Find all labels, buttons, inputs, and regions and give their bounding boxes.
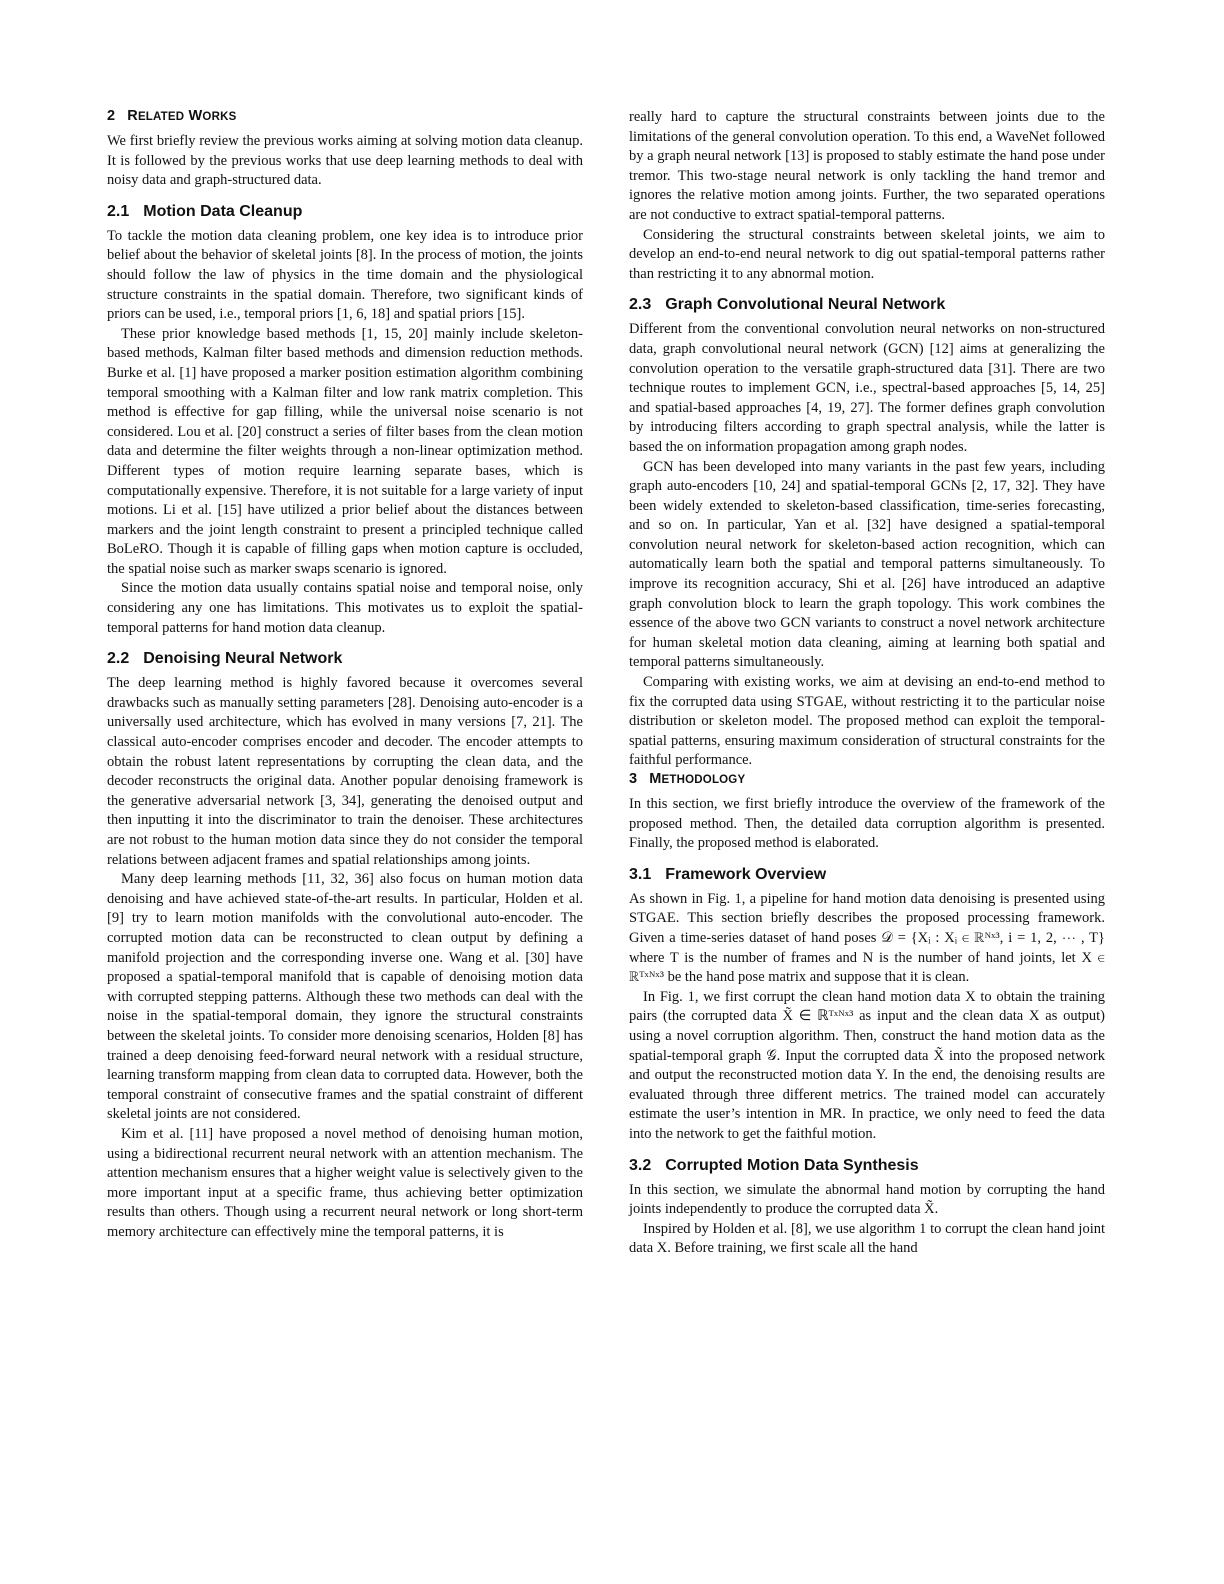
heading-cap: W bbox=[188, 108, 203, 124]
left-column bbox=[107, 108, 583, 1242]
paragraph: Comparing with existing works, we aim at devising an end-to-end method to fix the corrupted data using STGAE, without restricting it to the particular noise distribution or skeleton model. The proposed method can exploit the temporal-spatial patterns, ensuring maximum consideration of structural constraints for the faithful performance. bbox=[629, 674, 1105, 769]
paragraph: Kim et al. [11] have proposed a novel method of denoising human motion, using a bidirectional recurrent neural network with an attention mechanism. The attention mechanism ensures that a higher weight value is selectively given to the more important input at a specific frame, thus achieving better optimization results than others. Though using a recurrent neural network or long short-term memory architecture can effectively mine the temporal patterns, it is bbox=[107, 1125, 583, 1240]
heading-smallcaps: ORKS bbox=[202, 111, 237, 123]
subsection-heading bbox=[629, 296, 1105, 314]
paragraph: In this section, we simulate the abnormal hand motion by corrupting the hand joints independently to produce the corrupted data X̃. bbox=[629, 1181, 1105, 1218]
subsection-number: 3.1 bbox=[629, 865, 652, 883]
subsection-title: Denoising Neural Network bbox=[143, 650, 343, 668]
section-number: 3 bbox=[629, 771, 638, 787]
paragraph: We first briefly review the previous works aiming at solving motion data cleanup. It is followed by the previous works that use deep learning methods to deal with noisy data and graph-structured data. bbox=[107, 133, 583, 189]
paragraph: In this section, we first briefly introduce the overview of the framework of the proposed method. Then, the detailed data corruption algorithm is presented. Finally, the proposed method is elaborated. bbox=[629, 796, 1105, 852]
subsection-heading bbox=[107, 650, 583, 668]
paragraph: really hard to capture the structural constraints between joints due to the limitations of the general convolution operation. To this end, a WaveNet followed by a graph neural network [13] is proposed to stably estimate the hand pose under tremor. This two-stage neural network is only tackling the hand tremor and ignores the relative motion among joints. Further, the two separated operations are not conductive to extract spatial-temporal patterns. bbox=[629, 109, 1105, 223]
paragraph: Inspired by Holden et al. [8], we use algorithm 1 to corrupt the clean hand joint data X. Before training, we first scale all the hand bbox=[629, 1220, 1105, 1257]
heading-cap: M bbox=[649, 771, 662, 787]
paragraph: In Fig. 1, we first corrupt the clean hand motion data X to obtain the training pairs (the corrupted data X̃ ∈ ℝᵀˣᴺˣ³ as input and the clean data X as output) using a novel corruption algorithm. Then, construct the hand motion data as the spatial-temporal graph 𝒢. Input the corrupted data X̃ into the proposed network and output the reconstructed motion data Y. In the end, the denoising results are evaluated through three different metrics. The trained model can accurately estimate the user’s intention in MR. In practice, we only need to feed the data into the network to get the faithful motion. bbox=[629, 988, 1105, 1142]
heading-smallcaps: ELATED bbox=[137, 111, 185, 123]
heading-smallcaps: ETHODOLOGY bbox=[661, 774, 746, 786]
paragraph: As shown in Fig. 1, a pipeline for hand motion data denoising is presented using STGAE. This section briefly describes the proposed processing framework. Given a time-series dataset of hand poses 𝒟 = {Xᵢ : Xᵢ ∈ ℝᴺˣ³, i = 1, 2, ⋯ , T} where T is the number of frames and N is the number of hand joints, let X ∈ ℝᵀˣᴺˣ³ be the hand pose matrix and suppose that it is clean. bbox=[629, 890, 1105, 986]
paragraph: Since the motion data usually contains spatial noise and temporal noise, only considering any one has limitations. This motivates us to exploit the spatial-temporal patterns for hand motion data cleanup. bbox=[107, 580, 583, 636]
heading-cap: R bbox=[127, 108, 138, 124]
subsection-number: 2.2 bbox=[107, 650, 130, 668]
subsection-heading bbox=[629, 1157, 1105, 1175]
right-column bbox=[629, 108, 1105, 1259]
section-number: 2 bbox=[107, 108, 116, 124]
subsection-title: Graph Convolutional Neural Network bbox=[665, 296, 946, 314]
paragraph: Considering the structural constraints between skeletal joints, we aim to develop an end-to-end neural network to dig out spatial-temporal patterns rather than restricting it to any abnormal motion. bbox=[629, 226, 1105, 282]
section-heading-related-works bbox=[107, 108, 583, 124]
subsection-heading bbox=[107, 203, 583, 221]
subsection-number: 2.3 bbox=[629, 296, 652, 314]
subsection-title: Framework Overview bbox=[665, 865, 827, 883]
subsection-number: 2.1 bbox=[107, 202, 130, 220]
section-heading-methodology bbox=[629, 771, 1105, 787]
subsection-title: Motion Data Cleanup bbox=[143, 202, 303, 220]
paragraph: These prior knowledge based methods [1, 15, 20] mainly include skeleton-based methods, Kalman filter based methods and dimension reduction methods. Burke et al. [1] have proposed a marker position estimation algorithm combining temporal smoothing with a Kalman filter and low rank matrix completion. This method is effective for gap filling, while the universal noise scenario is not considered. Lou et al. [20] construct a series of filter bases from the clean motion data and determine the filter weights through a non-linear optimization method. Different types of motion require learning separate bases, which is computationally expensive. Therefore, it is not suitable for a large variety of input motions. Li et al. [15] have utilized a prior belief about the distances between markers and the joint length constraint to present a principled technique called BoLeRO. Though it is capable of filling gaps when motion capture is occluded, the spatial noise such as marker swaps scenario is ignored. bbox=[107, 325, 583, 577]
paragraph: GCN has been developed into many variants in the past few years, including graph auto-encoders [10, 24] and spatial-temporal GCNs [2, 17, 32]. They have been widely extended to skeleton-based classification, time-series forecasting, and so on. In particular, Yan et al. [32] have designed a spatial-temporal convolution neural network for skeleton-based action recognition, which can automatically learn both the spatial and temporal patterns simultaneously. To improve its recognition accuracy, Shi et al. [26] have introduced an adaptive graph convolution block to learn the graph topology. This work combines the essence of the above two GCN variants to construct a novel network architecture for human skeletal motion data cleaning, aiming at learning both spatial and temporal patterns simultaneously. bbox=[629, 458, 1105, 671]
subsection-heading bbox=[629, 866, 1105, 884]
paragraph: To tackle the motion data cleaning problem, one key idea is to introduce prior belief about the behavior of skeletal joints [8]. In the process of motion, the joints should follow the law of physics in the time domain and the physiological structure constraints in the spatial domain. Therefore, two significant kinds of priors can be used, i.e., temporal priors [1, 6, 18] and spatial priors [15]. bbox=[107, 227, 583, 323]
paragraph: The deep learning method is highly favored because it overcomes several drawbacks such as manually setting parameters [28]. Denoising auto-encoder is a universally used architecture, which has evolved in many versions [7, 21]. The classical auto-encoder comprises encoder and decoder. The encoder attempts to obtain the robust latent representations by corrupting the clean data, and the decoder reconstructs the original data. Another popular denoising framework is the generative adversarial network [3, 34], generating the denoised output and then inputting it into the discriminator to train the denoiser. These architectures are not robust to the human motion data since they do not consider the temporal relations between adjacent frames and spatial relationships among joints. bbox=[107, 675, 583, 868]
paragraph: Many deep learning methods [11, 32, 36] also focus on human motion data denoising and have achieved state-of-the-art results. In particular, Holden et al. [9] try to learn motion manifolds with the convolutional auto-encoder. The corrupted motion data can be reconstructed to clean output by defining a manifold projection and the corresponding inverse one. Wang et al. [30] have proposed a spatial-temporal manifold that is capable of denoising motion data with corrupted stepping patterns. Although these two methods can deal with the noise in the spatial-temporal domain, they ignore the structural constraints between the skeletal joints. To consider more denoising scenarios, Holden [8] has trained a deep denoising feed-forward neural network with a residual structure, learning transform mapping from clean data to corrupted data. However, both the temporal constraint of consecutive frames and the spatial constraint of different skeletal joints are not considered. bbox=[107, 871, 583, 1123]
subsection-title: Corrupted Motion Data Synthesis bbox=[665, 1156, 919, 1174]
paragraph: Different from the conventional convolution neural networks on non-structured data, graph convolutional neural network (GCN) [12] aims at generalizing the convolution operation to the versatile graph-structured data [31]. There are two technique routes to implement GCN, i.e., spectral-based approaches [5, 14, 25] and spatial-based approaches [4, 19, 27]. The former defines graph convolution by introducing filters according to graph spectral analysis, while the latter is based the on information propagation among graph nodes. bbox=[629, 321, 1105, 455]
subsection-number: 3.2 bbox=[629, 1156, 652, 1174]
